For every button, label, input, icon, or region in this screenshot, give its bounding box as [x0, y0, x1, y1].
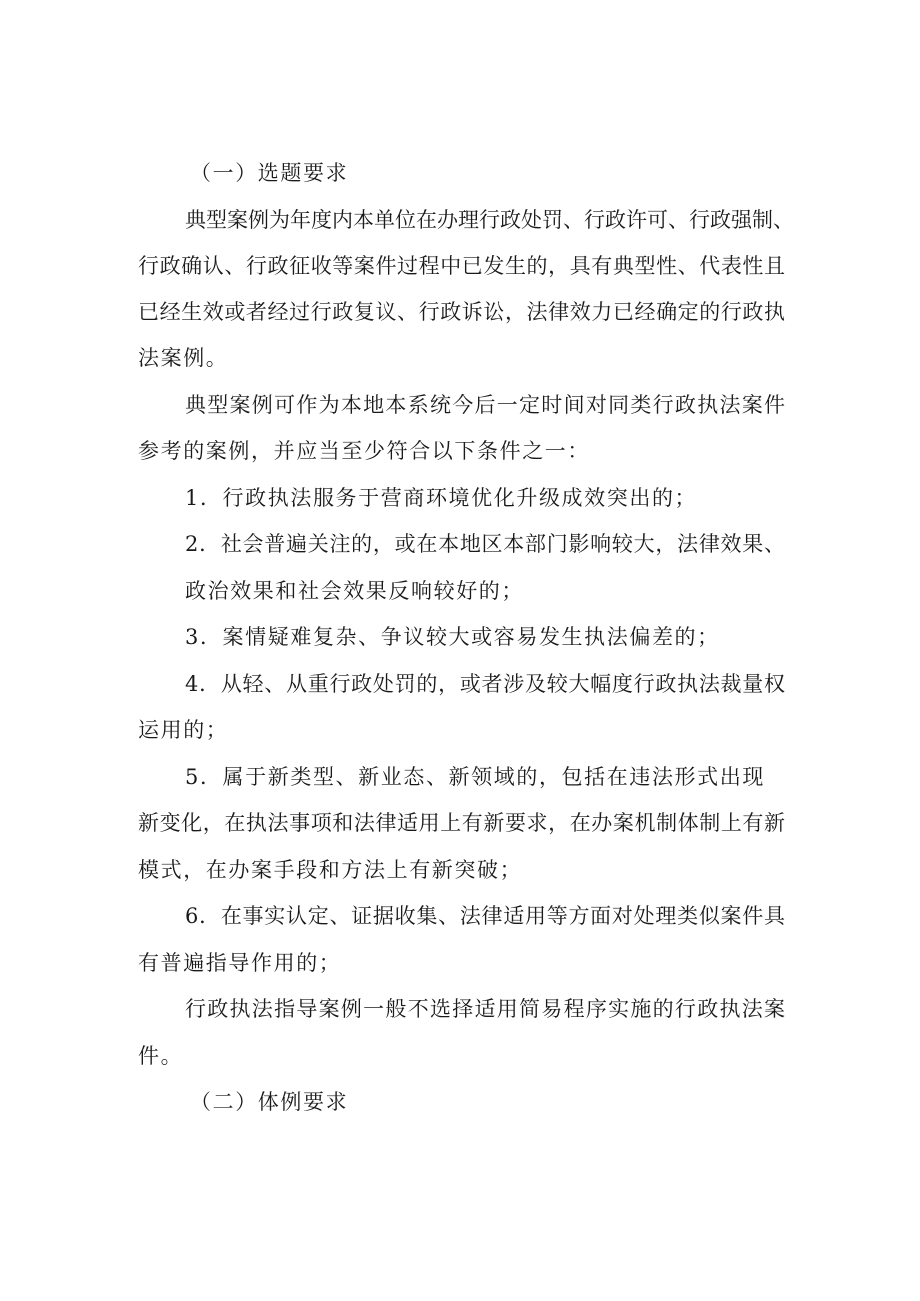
paragraph-1-line-4: 法案例。	[138, 346, 229, 370]
list-item-6-line-1: 6．在事实认定、证据收集、法律适用等方面对处理类似案件具	[185, 904, 785, 928]
list-item-4-line-1: 4．从轻、从重行政处罚的，或者涉及较大幅度行政执法裁量权	[185, 672, 785, 696]
paragraph-1-line-1: 典型案例为年度内本单位在办理行政处罚、行政许可、行政强制、	[185, 208, 794, 232]
list-item-4-line-2: 运用的；	[138, 718, 229, 742]
list-item-2-line-1: 2．社会普遍关注的，或在本地区本部门影响较大，法律效果、	[185, 532, 785, 556]
paragraph-2-line-1: 典型案例可作为本地本系统今后一定时间对同类行政执法案件	[185, 393, 785, 417]
list-item-2-line-2: 政治效果和社会效果反响较好的；	[185, 579, 524, 603]
list-item-3: 3．案情疑难复杂、争议较大或容易发生执法偏差的；	[185, 625, 720, 649]
paragraph-1-line-2: 行政确认、行政征收等案件过程中已发生的，具有典型性、代表性且	[138, 254, 785, 278]
list-item-5-line-2: 新变化，在执法事项和法律适用上有新要求，在办案机制体制上有新	[138, 811, 785, 835]
list-item-6-line-2: 有普遍指导作用的；	[138, 951, 342, 975]
list-item-5-line-1: 5．属于新类型、新业态、新领域的，包括在违法形式出现	[185, 765, 765, 789]
list-item-5-line-3: 模式，在办案手段和方法上有新突破；	[138, 858, 523, 882]
paragraph-1-line-3: 已经生效或者经过行政复议、行政诉讼，法律效力已经确定的行政执	[138, 300, 785, 324]
paragraph-3-line-2: 件。	[138, 1044, 184, 1068]
paragraph-2-line-2: 参考的案例，并应当至少符合以下条件之一：	[138, 439, 590, 463]
section-heading-2: （二）体例要求	[190, 1090, 349, 1114]
section-heading-1: （一）选题要求	[190, 161, 349, 185]
list-item-1: 1．行政执法服务于营商环境优化升级成效突出的；	[185, 486, 698, 510]
paragraph-3-line-1: 行政执法指导案例一般不选择适用简易程序实施的行政执法案	[185, 997, 785, 1021]
